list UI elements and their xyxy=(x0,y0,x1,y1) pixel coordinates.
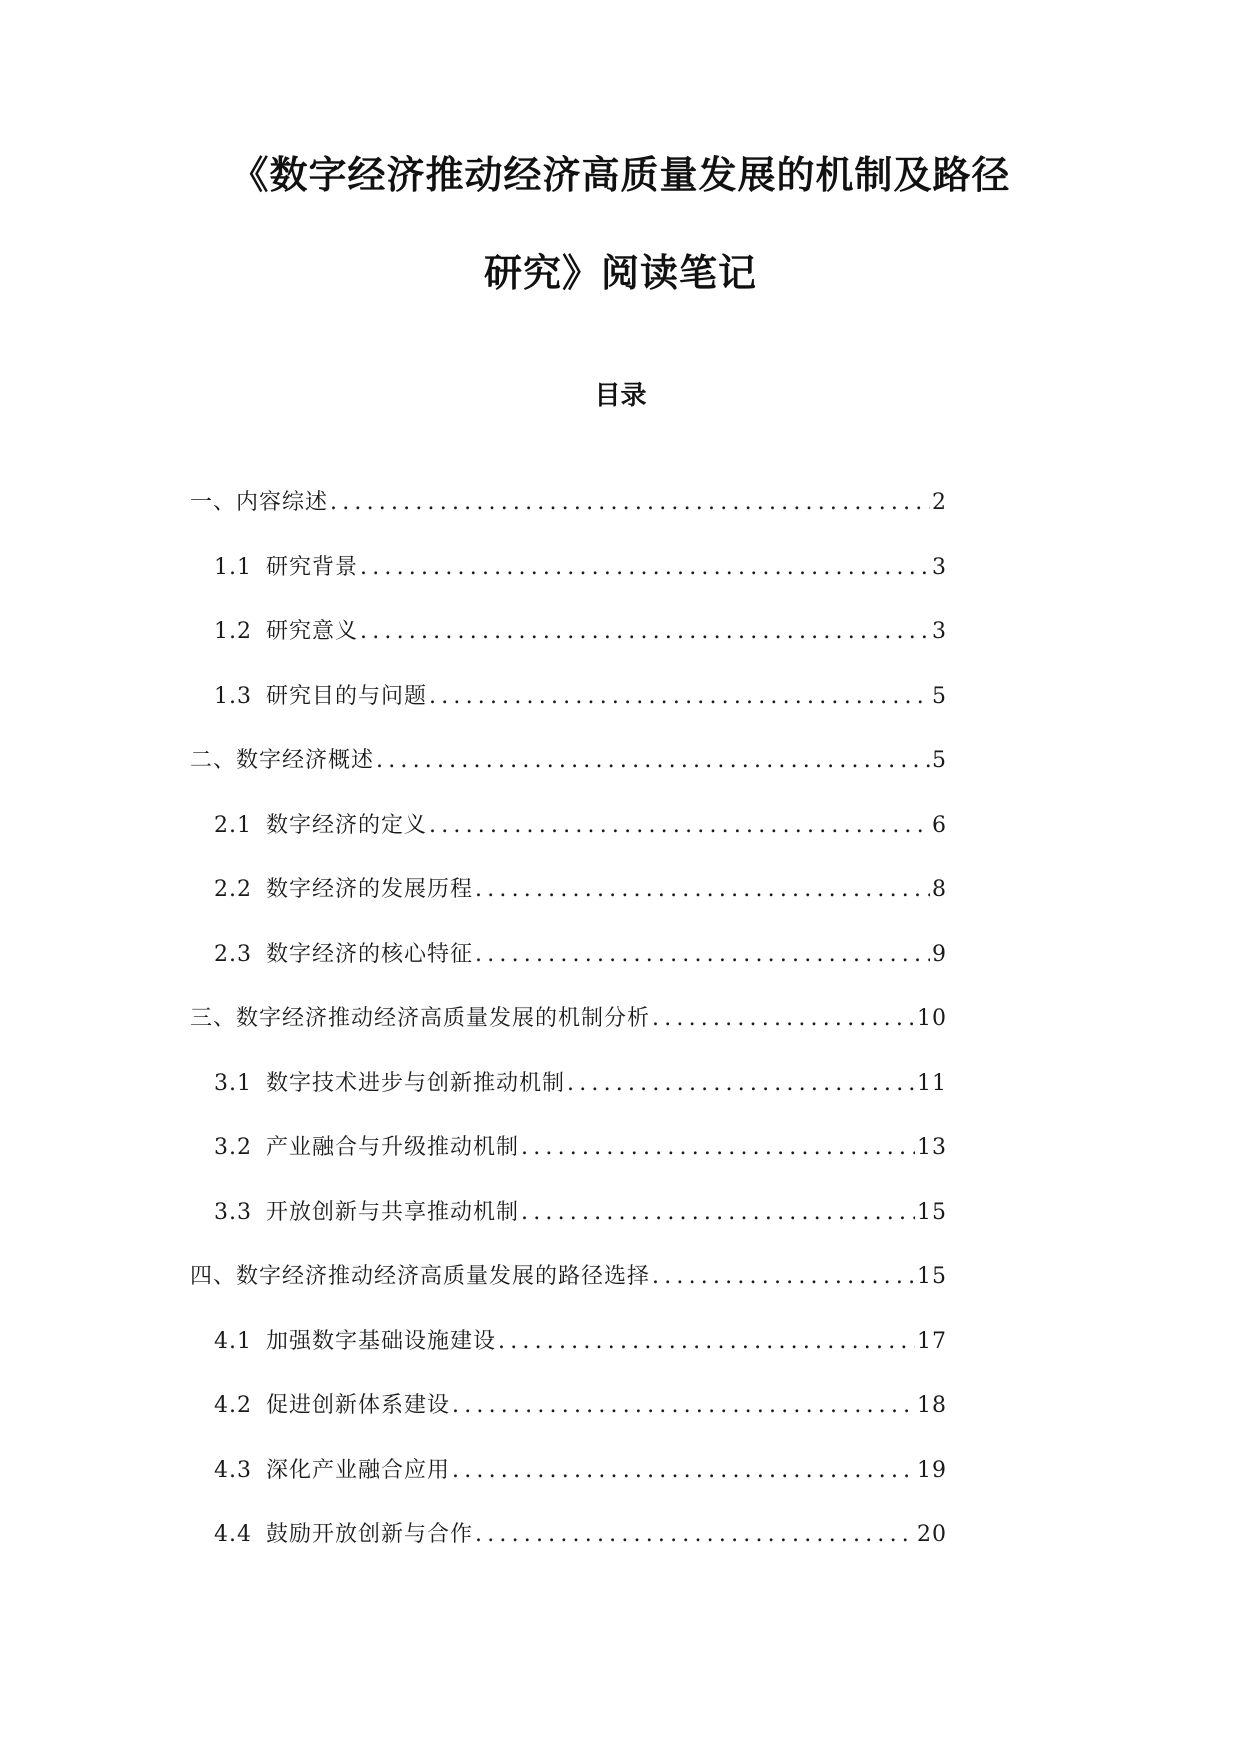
toc-entry-label: 开放创新与共享推动机制 xyxy=(266,1199,520,1225)
toc-entry-number: 2.1 xyxy=(214,812,252,838)
toc-entry-page-number: 15 xyxy=(917,1264,947,1289)
toc-dot-leader xyxy=(330,485,930,521)
toc-dot-leader xyxy=(376,743,930,779)
toc-entry-page-number: 19 xyxy=(917,1457,947,1483)
toc-entry-label: 产业融合与升级推动机制 xyxy=(266,1135,520,1160)
toc-entry-label: 四、数字经济推动经济高质量发展的路径选择 xyxy=(190,1264,651,1289)
toc-entry[interactable] xyxy=(190,485,947,521)
toc-entry-page-number: 11 xyxy=(917,1070,947,1096)
toc-entry-page-number: 10 xyxy=(917,1006,947,1031)
toc-entry[interactable] xyxy=(214,937,947,973)
toc-entry-number: 1.1 xyxy=(214,554,252,580)
toc-dot-leader xyxy=(567,1066,915,1102)
toc-entry-label: 深化产业融合应用 xyxy=(266,1457,451,1483)
toc-entry-label: 一、内容综述 xyxy=(190,490,329,515)
toc-entry-page-number: 8 xyxy=(932,877,947,902)
toc-entry-number: 1.3 xyxy=(214,683,252,709)
toc-entry-page-number: 17 xyxy=(917,1328,947,1354)
toc-dot-leader xyxy=(452,1453,915,1489)
toc-entry-label: 数字经济的定义 xyxy=(266,812,428,838)
toc-dot-leader xyxy=(360,614,930,650)
toc-entry-number: 4.1 xyxy=(214,1328,252,1354)
toc-entry-label: 三、数字经济推动经济高质量发展的机制分析 xyxy=(190,1006,651,1031)
toc-entry-label: 促进创新体系建设 xyxy=(266,1393,451,1418)
toc-entry[interactable] xyxy=(214,1066,947,1102)
toc-entry[interactable] xyxy=(214,679,947,715)
toc-entry-label: 二、数字经济概述 xyxy=(190,748,375,773)
toc-entry[interactable] xyxy=(190,1259,947,1295)
document-title-line-2: 研究》阅读笔记 xyxy=(483,251,757,295)
toc-dot-leader xyxy=(429,808,930,844)
document-title-line-1: 《数字经济推动经济高质量发展的机制及路径 xyxy=(230,153,1011,197)
toc-entry-number: 4.4 xyxy=(214,1522,252,1547)
toc-entry[interactable] xyxy=(214,1517,947,1553)
toc-entry-number: 3.2 xyxy=(214,1135,252,1160)
toc-entry-number: 3.1 xyxy=(214,1070,252,1096)
toc-entry[interactable] xyxy=(214,1453,947,1489)
toc-dot-leader xyxy=(475,872,930,908)
toc-entry-page-number: 2 xyxy=(932,490,947,515)
toc-entry-page-number: 3 xyxy=(932,554,947,580)
toc-dot-leader xyxy=(452,1388,915,1424)
toc-dot-leader xyxy=(360,550,930,586)
toc-dot-leader xyxy=(652,1259,915,1295)
toc-heading: 目录 xyxy=(594,381,647,411)
toc-entry-label: 研究意义 xyxy=(266,619,359,644)
toc-entry[interactable] xyxy=(214,1130,947,1166)
toc-entry-label: 研究背景 xyxy=(266,554,359,580)
toc-entry-number: 3.3 xyxy=(214,1199,252,1225)
toc-dot-leader xyxy=(498,1324,915,1360)
toc-dot-leader xyxy=(475,1517,915,1553)
toc-dot-leader xyxy=(475,937,930,973)
toc-entry[interactable] xyxy=(214,1388,947,1424)
toc-entry[interactable] xyxy=(190,1001,947,1037)
toc-entry-label: 鼓励开放创新与合作 xyxy=(266,1522,474,1547)
toc-entry-page-number: 3 xyxy=(932,619,947,644)
toc-entry-label: 加强数字基础设施建设 xyxy=(266,1328,497,1354)
toc-entry-label: 数字经济的核心特征 xyxy=(266,941,474,967)
toc-dot-leader xyxy=(429,679,930,715)
toc-entry[interactable] xyxy=(214,1195,947,1231)
toc-dot-leader xyxy=(652,1001,915,1037)
toc-entry-page-number: 6 xyxy=(932,812,947,838)
toc-entry-number: 4.2 xyxy=(214,1393,252,1418)
toc-entry-page-number: 5 xyxy=(932,683,947,709)
toc-entry-page-number: 20 xyxy=(917,1522,947,1547)
toc-entry-label: 数字经济的发展历程 xyxy=(266,877,474,902)
toc-entry-label: 研究目的与问题 xyxy=(266,683,428,709)
toc-entry-number: 2.2 xyxy=(214,877,252,902)
toc-dot-leader xyxy=(521,1130,915,1166)
toc-entry-page-number: 13 xyxy=(917,1135,947,1160)
toc-entry[interactable] xyxy=(214,614,947,650)
toc-entry[interactable] xyxy=(214,550,947,586)
toc-entry[interactable] xyxy=(190,743,947,779)
toc-dot-leader xyxy=(521,1195,915,1231)
toc-entry-page-number: 9 xyxy=(932,941,947,967)
toc-entry[interactable] xyxy=(214,808,947,844)
toc-entry-page-number: 15 xyxy=(917,1199,947,1225)
toc-entry-page-number: 5 xyxy=(932,748,947,773)
toc-entry-number: 2.3 xyxy=(214,941,252,967)
toc-entry[interactable] xyxy=(214,872,947,908)
toc-entry-number: 1.2 xyxy=(214,619,252,644)
toc-entry-label: 数字技术进步与创新推动机制 xyxy=(266,1070,566,1096)
toc-entry[interactable] xyxy=(214,1324,947,1360)
toc-entry-number: 4.3 xyxy=(214,1457,252,1483)
toc-entry-page-number: 18 xyxy=(917,1393,947,1418)
